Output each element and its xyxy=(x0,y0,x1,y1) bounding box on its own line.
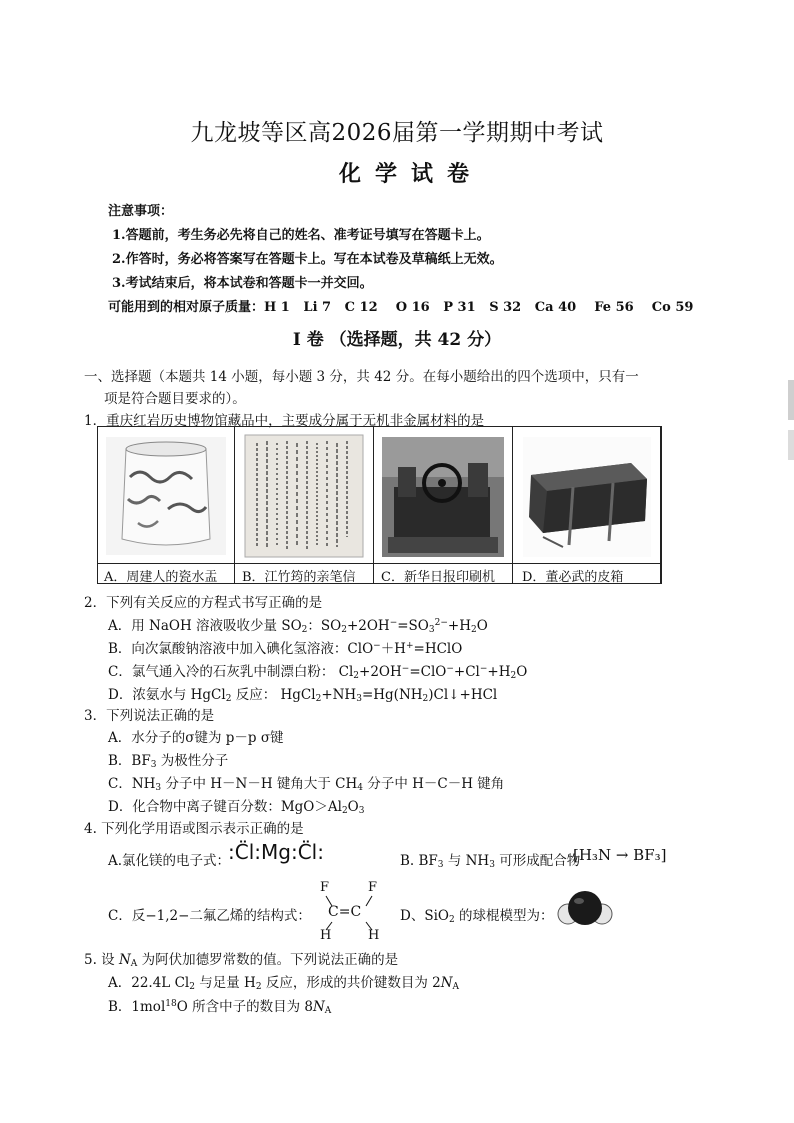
q1-caption-d: D．董必武的皮箱 xyxy=(522,570,624,585)
q4-option-d: D、SiO$_2$ 的球棍模型为： xyxy=(400,908,554,925)
struct-f-left: F xyxy=(320,880,330,895)
q1-cell-a xyxy=(98,427,235,583)
q1-stem: 1．重庆红岩历史博物馆藏品中，主要成分属于无机非金属材料的是 xyxy=(84,413,485,429)
q4-electron-formula: :C̈l:Mg:C̈l: xyxy=(228,840,324,864)
q1-cell-d xyxy=(513,427,661,583)
note-item: 3.考试结束后，将本试卷和答题卡一并交回。 xyxy=(112,276,373,291)
q4-structural-formula xyxy=(318,880,388,942)
q1-cell-b xyxy=(235,427,374,583)
q1-caption-row xyxy=(98,563,661,584)
notes-heading: 注意事项： xyxy=(108,204,174,219)
q4-complex-formula: [H₃N → BF₃] xyxy=(573,846,667,864)
struct-h-right: H xyxy=(368,928,380,943)
q4-option-b: B. $BF_3$ 与 $NH_3$ 可形成配合物 xyxy=(400,853,581,870)
porcelain-water-pot-image xyxy=(98,427,234,563)
sio2-ball-stick-model xyxy=(556,888,614,932)
struct-f-right: F xyxy=(368,880,378,895)
q1-cell-c xyxy=(374,427,513,583)
q4-option-c-label: C．反−1,2−二氟乙烯的结构式： xyxy=(108,908,311,924)
q3-option-c: C．$NH_3$ 分子中 H－N－H 键角大于 $CH_4$ 分子中 H－C－H 键角 xyxy=(108,776,505,793)
q5-option-b: B．1mol$^{18}$O 所含中子的数目为 $8N_A$ xyxy=(108,999,332,1016)
note-item: 1.答题前，考生务必先将自己的姓名、准考证号填写在答题卡上。 xyxy=(112,228,490,243)
struct-h-left: H xyxy=(320,928,332,943)
section-instruction: 一、选择题（本题共 14 小题，每小题 3 分，共 42 分。在每小题给出的四个选项中，只有一 xyxy=(84,369,639,385)
q3-option-b: B．$BF_3$ 为极性分子 xyxy=(108,753,229,770)
q4-option-a-label: A.氯化镁的电子式： xyxy=(108,853,231,869)
q2-option-c: C．氯气通入冷的石灰乳中制漂白粉： $Cl_2+2OH^-=ClO^-+Cl^-+H_2O$ xyxy=(108,664,528,681)
q1-picture-table xyxy=(97,426,662,584)
q3-stem: 3．下列说法正确的是 xyxy=(84,708,215,724)
q3-option-a: A．水分子的σ键为 p－p σ键 xyxy=(108,730,284,746)
q5-option-a: A．22.4L $Cl_2$ 与足量 $H_2$ 反应，形成的共价键数目为 $2N_A$ xyxy=(108,975,460,992)
leather-suitcase-image xyxy=(513,427,661,563)
q2-option-a: A．用 NaOH 溶液吸收少量 $SO_2$：$SO_2+2OH^-=SO_3^{2-}+H_2O$ xyxy=(108,618,488,635)
q1-caption-c: C．新华日报印刷机 xyxy=(381,570,495,585)
q2-stem: 2．下列有关反应的方程式书写正确的是 xyxy=(84,595,323,611)
q1-caption-b: B．江竹筠的亲笔信 xyxy=(242,570,356,585)
q3-option-d: D．化合物中离子键百分数：$MgO>Al_2O_3$ xyxy=(108,799,365,816)
section-instruction-cont: 项是符合题目要求的）。 xyxy=(104,391,246,407)
exam-subtitle: 化学试卷 xyxy=(338,161,483,187)
section-title: I 卷 （选择题，共 42 分） xyxy=(292,330,502,350)
q4-stem: 4. 下列化学用语或图示表示正确的是 xyxy=(84,821,304,837)
q5-stem: 5. 设 $N_A$ 为阿伏加德罗常数的值。下列说法正确的是 xyxy=(84,952,399,969)
q2-option-b: B．向次氯酸钠溶液中加入碘化氢溶液：ClO−＋H+=HClO xyxy=(108,641,463,657)
q2-option-d: D．浓氨水与 HgCl$_2$ 反应： $HgCl_2+NH_3=Hg(NH_2)Cl↓+HCl$ xyxy=(108,687,498,704)
scan-edge-mark xyxy=(788,380,794,420)
scan-edge-mark xyxy=(788,430,794,460)
note-item: 2.作答时，务必将答案写在答题卡上。写在本试卷及草稿纸上无效。 xyxy=(112,252,503,267)
q1-caption-a: A．周建人的瓷水盂 xyxy=(104,570,218,585)
handwritten-letter-image xyxy=(235,427,373,563)
printing-press-image xyxy=(374,427,512,563)
exam-title: 九龙坡等区高2026届第一学期期中考试 xyxy=(190,120,604,146)
atomic-masses: 可能用到的相对原子质量：H 1 Li 7 C 12 O 16 P 31 S 32 Ca 40 Fe 56 Co 59 xyxy=(108,300,694,315)
struct-cc: C=C xyxy=(328,904,362,920)
